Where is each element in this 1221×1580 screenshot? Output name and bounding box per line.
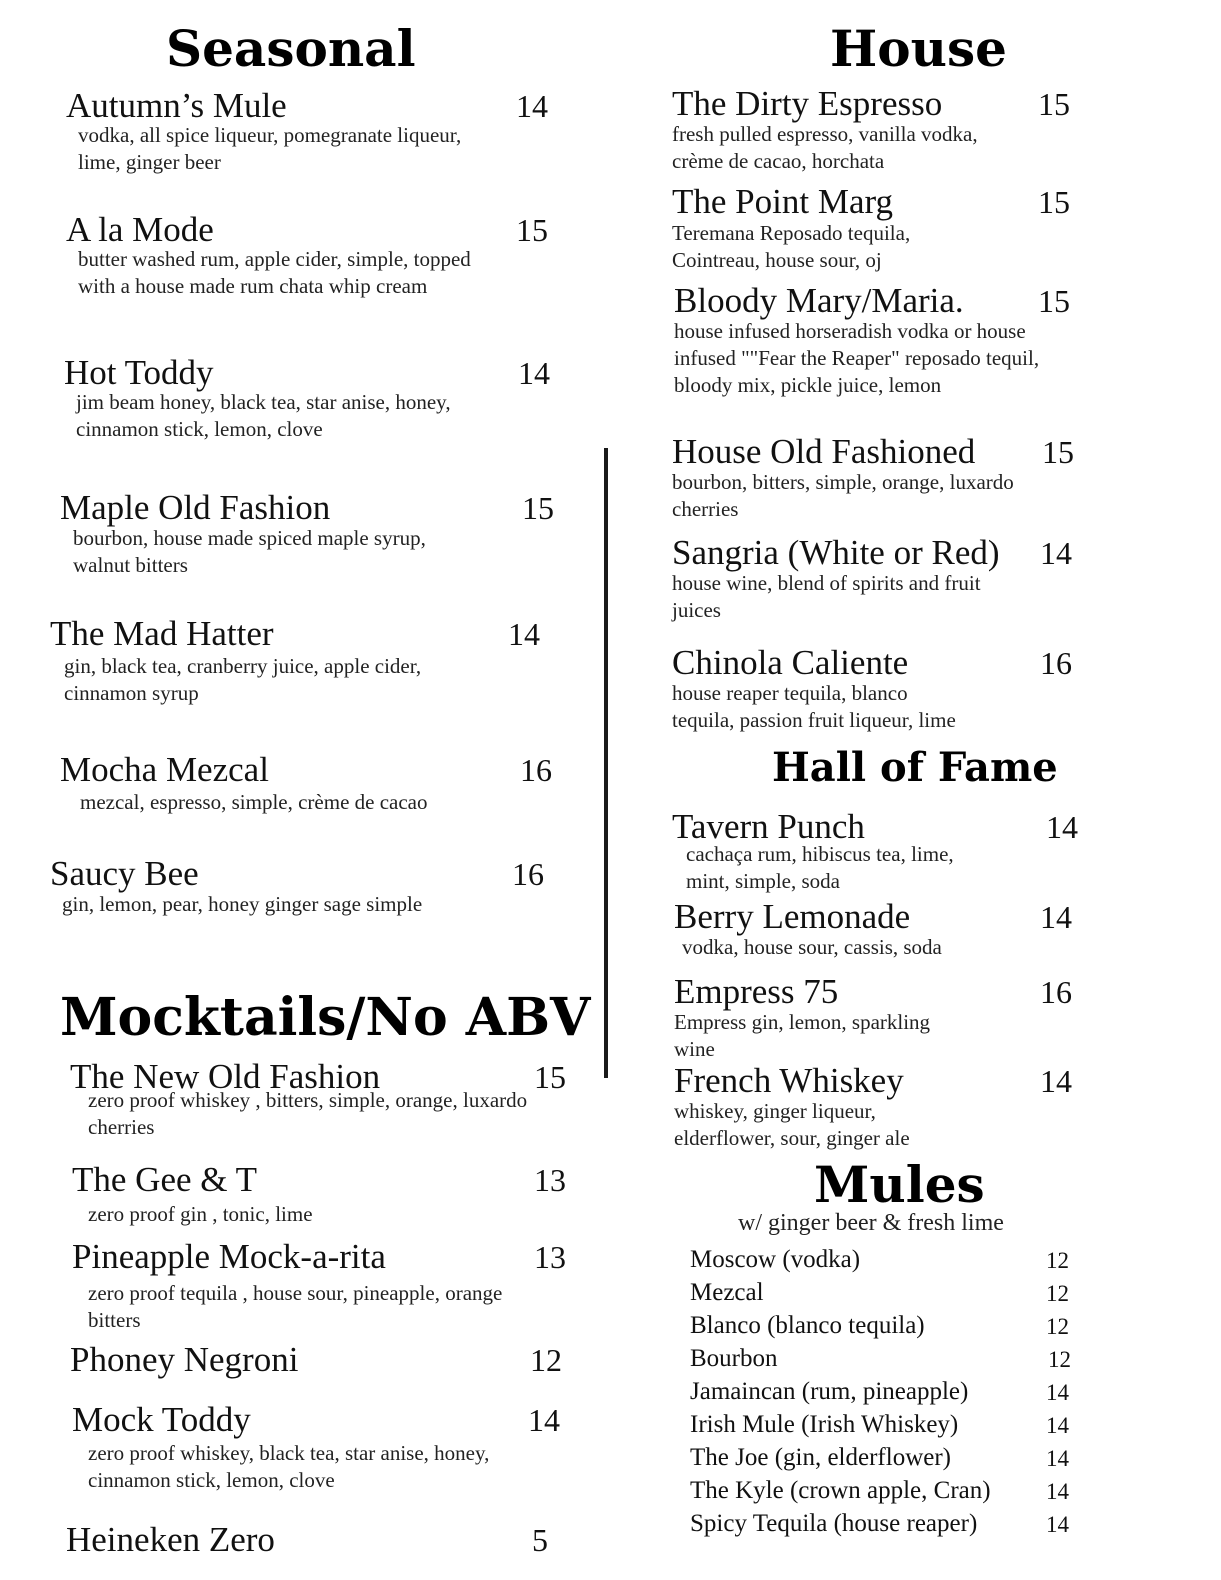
item-description: vodka, all spice liqueur, pomegranate liqueur, lime, ginger beer <box>78 123 462 174</box>
mule-name: The Joe (gin, elderflower) <box>690 1444 951 1471</box>
seasonal-heading: Seasonal <box>166 19 416 78</box>
mule-price: 14 <box>1046 1479 1069 1504</box>
item-name: Mock Toddy <box>72 1400 251 1439</box>
mule-price: 12 <box>1046 1314 1069 1339</box>
item-name: Phoney Negroni <box>70 1340 299 1379</box>
item-price: 5 <box>532 1522 548 1558</box>
item-price: 12 <box>530 1342 562 1378</box>
item-price: 13 <box>534 1239 566 1275</box>
item-price: 15 <box>1042 434 1074 470</box>
item-name: Mocha Mezcal <box>60 750 269 789</box>
mules-heading: Mules <box>814 1155 985 1214</box>
item-price: 15 <box>1038 283 1070 319</box>
mule-price: 12 <box>1048 1347 1071 1372</box>
item-price: 14 <box>516 88 548 124</box>
item-price: 14 <box>528 1402 560 1438</box>
item-name: Pineapple Mock-a-rita <box>72 1237 386 1276</box>
item-price: 16 <box>520 752 552 788</box>
mule-name: Spicy Tequila (house reaper) <box>690 1510 978 1537</box>
item-name: Hot Toddy <box>64 353 214 392</box>
item-description: house infused horseradish vodka or house infused ""Fear the Reaper" reposado tequil, bloody mix, pickle juice, lemon <box>674 319 1040 397</box>
item-description: Empress gin, lemon, sparkling wine <box>674 1010 931 1061</box>
item-description: gin, black tea, cranberry juice, apple cider, cinnamon syrup <box>64 654 422 705</box>
item-description: mezcal, espresso, simple, crème de cacao <box>80 790 428 814</box>
mule-name: Blanco (blanco tequila) <box>690 1312 925 1339</box>
item-price: 14 <box>518 355 550 391</box>
mule-price: 14 <box>1046 1413 1069 1438</box>
item-price: 15 <box>1038 86 1070 122</box>
item-price: 16 <box>1040 645 1072 681</box>
house-heading: House <box>830 19 1007 78</box>
item-price: 15 <box>516 212 548 248</box>
item-price: 13 <box>534 1162 566 1198</box>
item-price: 15 <box>1038 184 1070 220</box>
item-description: jim beam honey, black tea, star anise, honey, cinnamon stick, lemon, clove <box>76 390 451 441</box>
item-name: A la Mode <box>66 210 214 249</box>
item-name: Sangria (White or Red) <box>672 533 1000 572</box>
item-price: 14 <box>1040 1063 1072 1099</box>
item-description: cachaça rum, hibiscus tea, lime, mint, simple, soda <box>686 842 954 893</box>
item-name: The Gee & T <box>72 1160 257 1199</box>
item-description: house wine, blend of spirits and fruit juices <box>672 571 981 622</box>
item-description: zero proof gin , tonic, lime <box>88 1202 313 1226</box>
mule-name: Jamaincan (rum, pineapple) <box>690 1378 969 1405</box>
column-divider <box>604 448 608 1078</box>
mule-price: 12 <box>1046 1281 1069 1306</box>
item-name: French Whiskey <box>674 1061 904 1100</box>
item-name: The Point Marg <box>672 182 894 221</box>
mule-name: Moscow (vodka) <box>690 1246 861 1273</box>
item-name: House Old Fashioned <box>672 432 976 471</box>
item-price: 14 <box>1040 535 1072 571</box>
item-name: Autumn’s Mule <box>66 86 287 125</box>
hall-of-fame-heading: Hall of Fame <box>772 744 1058 791</box>
item-name: Berry Lemonade <box>674 897 911 936</box>
item-name: Bloody Mary/Maria. <box>674 281 964 320</box>
item-name: Saucy Bee <box>50 854 199 893</box>
mule-name: Mezcal <box>690 1279 764 1306</box>
item-price: 15 <box>522 490 554 526</box>
mules-subtitle: w/ ginger beer & fresh lime <box>738 1210 1004 1236</box>
item-description: fresh pulled espresso, vanilla vodka, crème de cacao, horchata <box>672 122 978 173</box>
mocktails-heading: Mocktails/No ABV <box>60 987 591 1048</box>
mule-name: Irish Mule (Irish Whiskey) <box>690 1411 959 1438</box>
item-price: 14 <box>1040 899 1072 935</box>
item-description: zero proof tequila , house sour, pineapple, orange bitters <box>88 1281 503 1332</box>
item-price: 16 <box>512 856 544 892</box>
item-name: Heineken Zero <box>66 1520 275 1559</box>
item-name: Empress 75 <box>674 972 839 1011</box>
item-description: zero proof whiskey, black tea, star anise, honey, cinnamon stick, lemon, clove <box>88 1441 490 1492</box>
mule-name: The Kyle (crown apple, Cran) <box>690 1477 991 1504</box>
item-name: Maple Old Fashion <box>60 488 331 527</box>
item-name: The Mad Hatter <box>50 614 274 653</box>
item-description: Teremana Reposado tequila, Cointreau, house sour, oj <box>672 221 911 272</box>
mule-price: 14 <box>1046 1446 1069 1471</box>
mule-price: 12 <box>1046 1248 1069 1273</box>
mule-price: 14 <box>1046 1512 1069 1537</box>
item-name: The Dirty Espresso <box>672 84 943 123</box>
item-description: vodka, house sour, cassis, soda <box>682 935 942 959</box>
item-name: Chinola Caliente <box>672 643 909 682</box>
mule-name: Bourbon <box>690 1345 778 1372</box>
item-price: 14 <box>1046 809 1078 845</box>
item-name: The New Old Fashion <box>70 1057 381 1096</box>
item-name: Tavern Punch <box>672 807 865 846</box>
item-price: 14 <box>508 616 540 652</box>
item-description: zero proof whiskey , bitters, simple, orange, luxardo cherries <box>88 1088 528 1139</box>
item-description: bourbon, house made spiced maple syrup, walnut bitters <box>73 526 426 577</box>
item-description: butter washed rum, apple cider, simple, topped with a house made rum chata whip cream <box>78 247 471 298</box>
item-price: 16 <box>1040 974 1072 1010</box>
item-price: 15 <box>534 1059 566 1095</box>
item-description: gin, lemon, pear, honey ginger sage simple <box>62 892 423 916</box>
mule-price: 14 <box>1046 1380 1069 1405</box>
item-description: whiskey, ginger liqueur, elderflower, sour, ginger ale <box>674 1099 910 1150</box>
item-description: house reaper tequila, blanco tequila, passion fruit liqueur, lime <box>672 681 956 732</box>
item-description: bourbon, bitters, simple, orange, luxardo cherries <box>672 470 1014 521</box>
